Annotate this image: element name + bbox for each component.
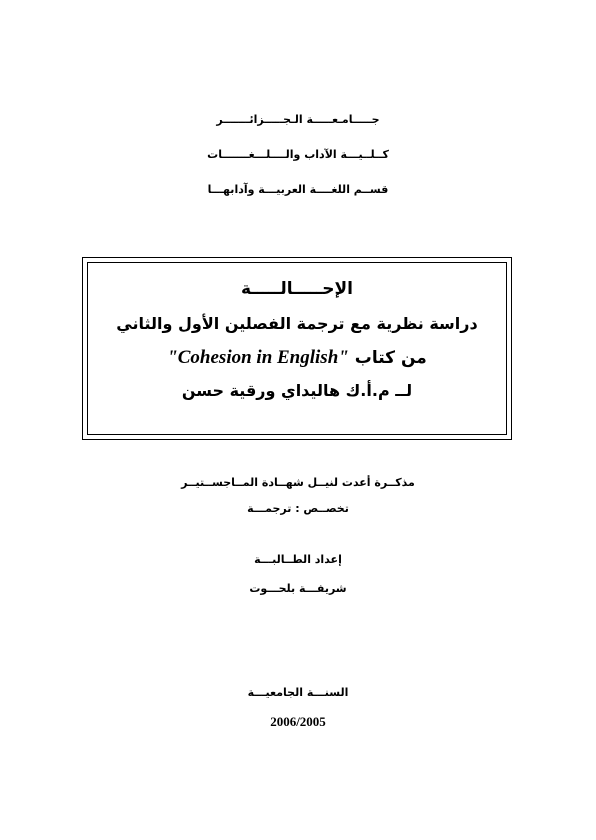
- university-name: جـــــامـعـــــة الـجـــــزائـــــــر: [216, 113, 380, 126]
- memo-statement: مذكــرة أعدت لنيــل شهــادة المــاجســتيــر: [181, 476, 415, 489]
- book-title: "Cohesion in English": [167, 347, 349, 368]
- title-frame-inner: [87, 262, 507, 435]
- prepared-by-label: إعداد الطــالبـــة: [254, 553, 342, 566]
- book-authors: لــ م.أ.ك هاليداي ورقية حسن: [181, 381, 413, 400]
- specialization: تخصــص : ترجمـــة: [247, 502, 349, 515]
- faculty-name: كــلــيـــة الآداب والــــلـــغـــــــات: [207, 148, 389, 161]
- department-name: قســم اللغــــة العربيـــة وآدابهـــا: [207, 183, 389, 196]
- thesis-title: الإحـــــالـــــة: [241, 279, 353, 299]
- academic-year-label: السنـــة الجامعيـــة: [247, 686, 349, 699]
- academic-year: 2006/2005: [270, 714, 326, 729]
- student-name: شريفـــة بلحـــوت: [249, 582, 347, 595]
- title-frame: [82, 257, 512, 440]
- book-reference: [88, 347, 506, 369]
- book-prefix: من كتاب: [354, 348, 427, 368]
- thesis-subtitle: دراسة نظرية مع ترجمة الفصلين الأول والثاني: [116, 314, 478, 333]
